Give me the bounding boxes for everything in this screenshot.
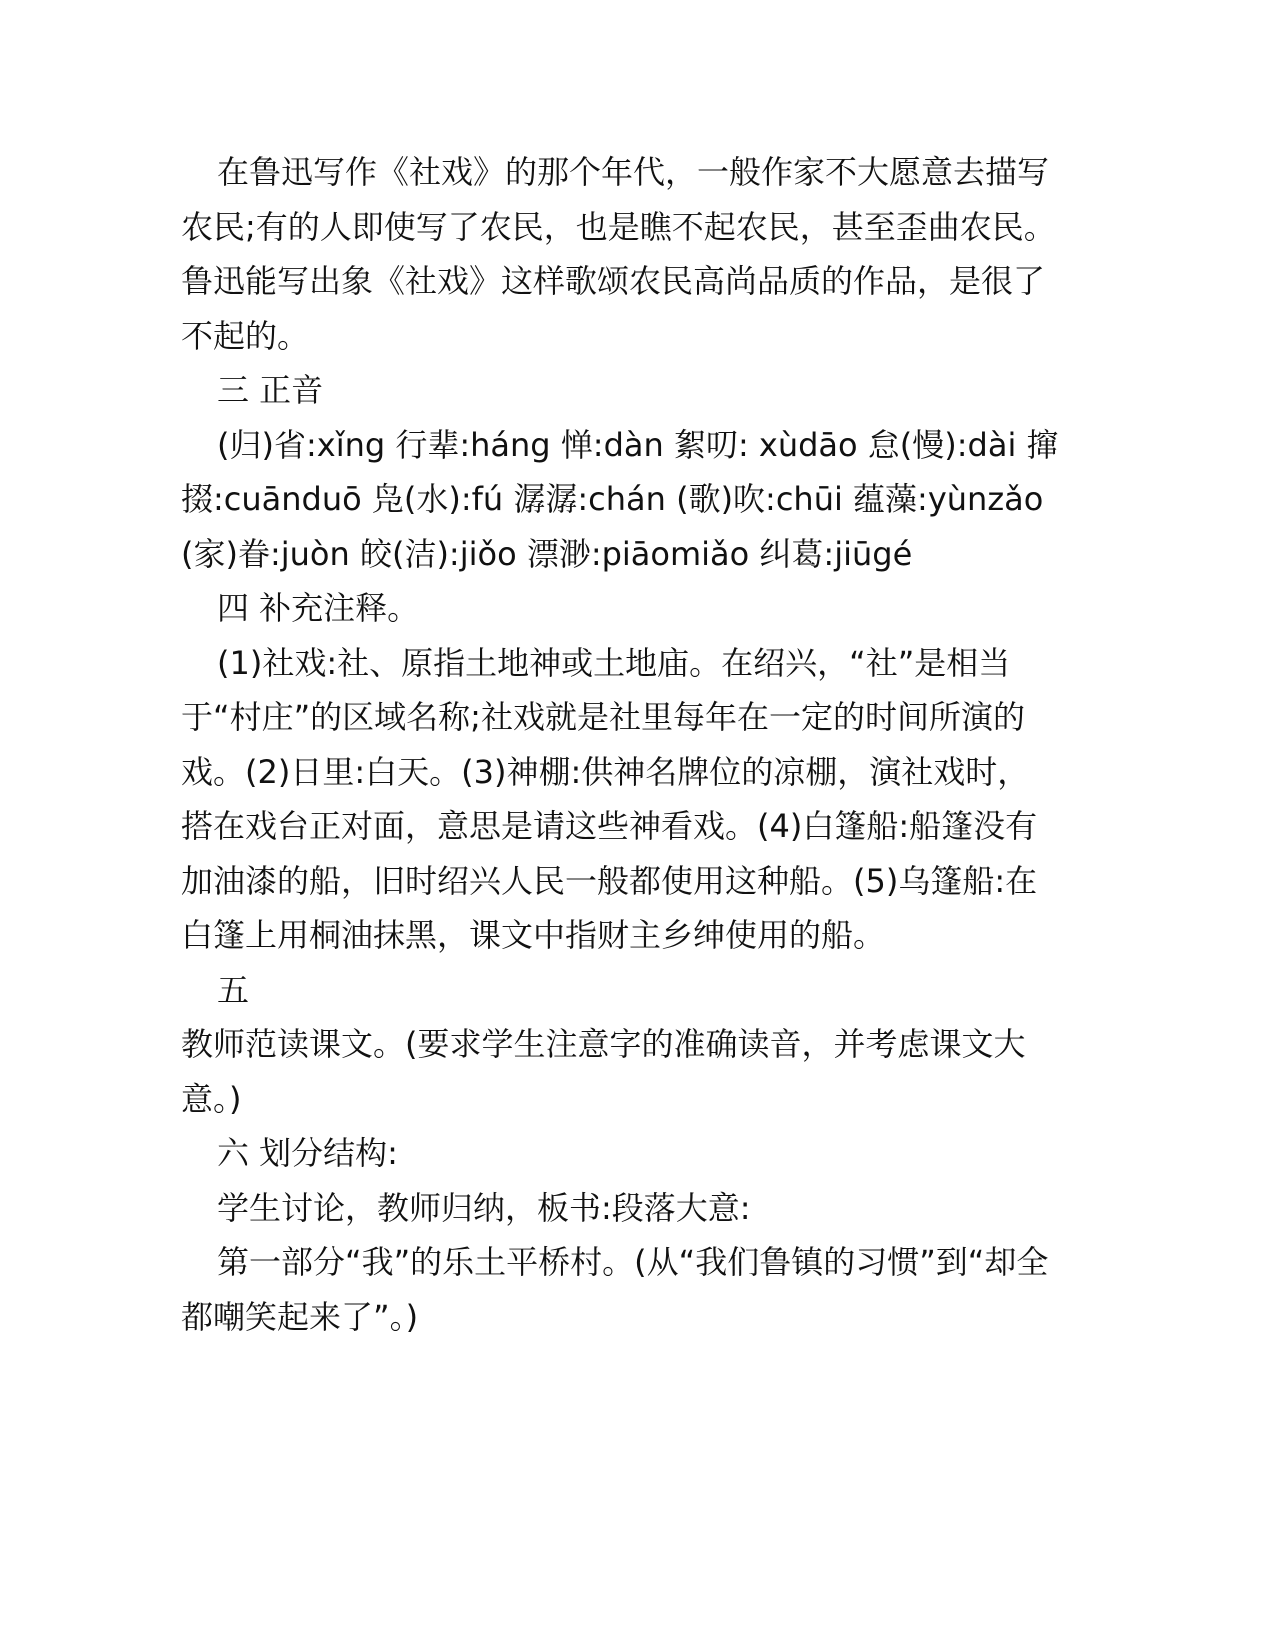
heading-annotations: 四 补充注释。 — [217, 589, 420, 627]
paragraph-part-one: 第一部分“我”的乐土平桥村。(从“我们鲁镇的习惯”到“却全都嘲笑起来了”。) — [181, 1243, 1049, 1336]
heading-five: 五 — [217, 970, 250, 1009]
paragraph-intro: 在鲁迅写作《社戏》的那个年代，一般作家不大愿意去描写农民;有的人即使写了农民，也是瞧不起农民，甚至歪曲农民。鲁迅能写出象《社戏》这样歌颂农民高尚品质的作品，是很了不起的。 — [181, 153, 1056, 355]
document-page — [181, 145, 1061, 1344]
heading-structure: 六 划分结构: — [217, 1134, 398, 1172]
heading-pronunciation: 三 正音 — [217, 371, 324, 409]
paragraph-annotations: (1)社戏:社、原指土地神或土地庙。在绍兴，“社”是相当于“村庄”的区域名称;社戏就是社里每年在一定的时间所演的戏。(2)日里:白天。(3)神棚:供神名牌位的凉棚，演社戏时，搭在戏台正对面，意思是请这些神看戏。(4)白篷船:船篷没有加油漆的船，旧时绍兴人民一般都使用这种船。(5)乌篷船:在白篷上用桐油抹黑，课文中指财主乡绅使用的船。 — [181, 643, 1038, 954]
paragraph-pronunciation-list: (归)省:xǐng 行辈:háng 惮:dàn 絮叨: xùdāo 怠(慢):dài 撺掇:cuānduō 凫(水):fú 潺潺:chán (歌)吹:chūi 蕴藻:yùnzǎo (家)眷:juòn 皎(洁):jiǒo 漂渺:piāomiǎo 纠葛:jiūgé — [181, 425, 1059, 573]
paragraph-discussion: 学生讨论，教师归纳，板书:段落大意: — [217, 1188, 751, 1227]
paragraph-reading: 教师范读课文。(要求学生注意字的准确读音，并考虑课文大意。) — [181, 1025, 1026, 1118]
